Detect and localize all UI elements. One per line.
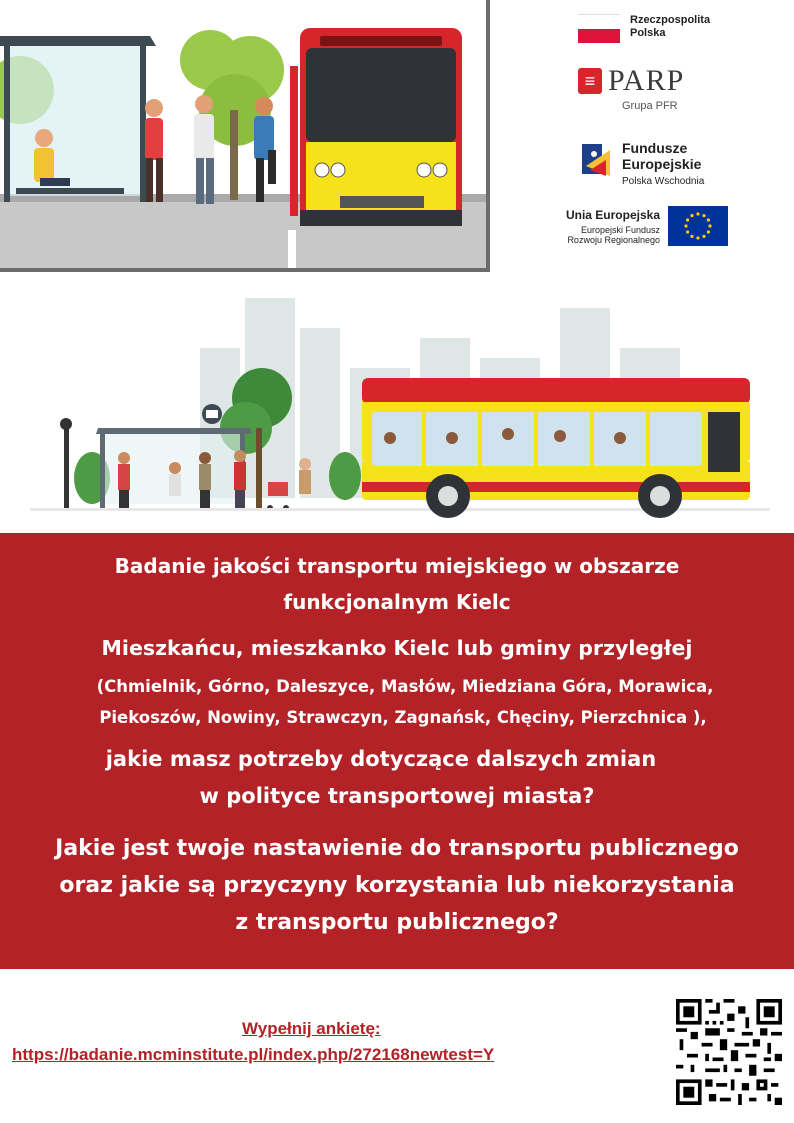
frame-divider-horizontal [0,268,490,272]
survey-info-panel [0,533,794,969]
question1-line1: jakie masz potrzeby dotyczące dalszych zmian [105,747,657,771]
city-bus-illustration [0,278,794,533]
fe-line2: Europejskie [622,156,702,172]
partner-logos [490,0,794,270]
municipalities-line1: (Chmielnik, Górno, Daleszyce, Masłów, Miedziana Góra, Morawica, [96,677,714,696]
fe-logo-icon [576,140,616,180]
ue-line1: Europejski Fundusz [580,225,660,235]
rp-line1: Rzeczpospolita [630,14,711,26]
parp-sub: Grupa PFR [622,100,678,112]
address-line: Mieszkańcu, mieszkanko Kielc lub gminy przyległej [101,636,693,660]
qr-code-icon[interactable] [676,997,782,1107]
rp-logo-text [630,14,710,40]
municipalities-line2: Piekoszów, Nowiny, Strawczyn, Zagnańsk, Chęciny, Pierzchnica ), [99,708,707,727]
fe-line3: Polska Wschodnia [622,176,705,187]
question2-line1: Jakie jest twoje nastawienie do transportu publicznego [55,836,739,861]
question2-line2: oraz jakie są przyczyny korzystania lub niekorzystania [59,873,735,898]
survey-link[interactable]: https://badanie.mcminstitute.pl/index.php/272168newtest=Y [12,1045,495,1064]
rp-line2: Polska [630,27,666,39]
fe-logo-text [622,140,704,190]
heading-line2: funkcjonalnym Kielc [283,590,511,614]
fe-line1: Fundusze [622,140,688,156]
ue-line2: Rozwoju Regionalnego [567,235,660,245]
question2-line3: z transportu publicznego? [235,910,559,935]
ue-logo-text [550,208,660,245]
heading-line1: Badanie jakości transportu miejskiego w obszarze [114,554,680,578]
parp-name: PARP [608,64,685,97]
rp-flag-icon [578,14,620,42]
parp-icon: ≡ [578,68,602,94]
frame-divider-vertical [486,0,490,272]
eu-flag-icon [668,206,728,246]
bus-stop-illustration [0,0,486,270]
question1-line2: w polityce transportowej miasta? [199,784,595,808]
cta-label: Wypełnij ankietę: [242,1019,381,1038]
ue-title: Unia Europejska [565,208,660,222]
